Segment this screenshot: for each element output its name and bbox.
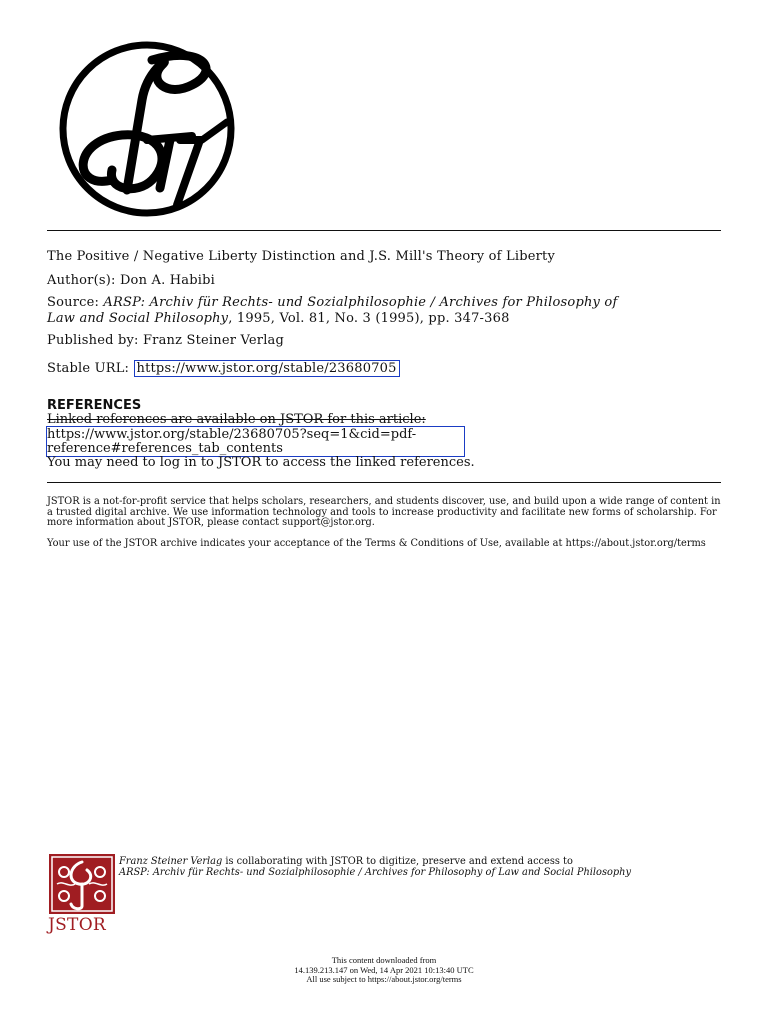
source-journal-line2: Law and Social Philosophy — [47, 311, 229, 326]
stable-url-link[interactable]: https://www.jstor.org/stable/23680705 — [134, 360, 400, 377]
author-name: Don A. Habibi — [119, 273, 215, 288]
author-line — [47, 273, 215, 288]
publisher-logo — [52, 40, 242, 218]
stable-url-line — [47, 361, 400, 376]
collab-publisher: Franz Steiner Verlag — [119, 856, 223, 867]
article-title: The Positive / Negative Liberty Distinction and J.S. Mill's Theory of Liberty — [47, 249, 556, 264]
source-label: Source: — [47, 295, 100, 310]
source-details: , 1995, Vol. 81, No. 3 (1995), pp. 347-368 — [228, 311, 510, 326]
terms-notice-paragraph: Your use of the JSTOR archive indicates your acceptance of the Terms & Conditions of Use, available at https://about.jstor.org/terms — [47, 538, 706, 549]
top-divider — [47, 230, 721, 231]
references-available-text: Linked references are available on JSTOR for this article: — [47, 412, 426, 427]
collab-journal: ARSP: Archiv für Rechts- und Sozialphilosophie / Archives for Philosophy of Law and Social Philosophy — [119, 867, 631, 878]
source-journal-line1: ARSP: Archiv für Rechts- und Sozialphilosophie / Archives for Philosophy of — [103, 295, 618, 310]
jstor-logo — [49, 854, 115, 914]
author-label: Author(s): — [47, 273, 116, 288]
footer-line-3: All use subject to https://about.jstor.org/terms — [306, 974, 462, 984]
footer-line-1: This content downloaded from — [331, 955, 437, 965]
download-footer — [0, 956, 768, 985]
references-heading: REFERENCES — [47, 398, 142, 413]
references-url-line2[interactable]: reference#references_tab_contents — [47, 441, 283, 456]
publisher-line — [47, 333, 284, 348]
collab-statement: is collaborating with JSTOR to digitize, preserve and extend access to — [222, 856, 573, 867]
source-line-1 — [47, 295, 617, 310]
jstor-wordmark: JSTOR — [48, 915, 107, 935]
collaboration-text — [119, 856, 719, 878]
publisher-name: Franz Steiner Verlag — [142, 333, 285, 348]
publisher-label: Published by: — [47, 333, 139, 348]
references-url-line1[interactable]: https://www.jstor.org/stable/23680705?seq=1&cid=pdf- — [47, 427, 417, 442]
notice-divider — [47, 482, 721, 483]
references-login-text: You may need to log in to JSTOR to access the linked references. — [47, 455, 475, 470]
footer-line-2: 14.139.213.147 on Wed, 14 Apr 2021 10:13:40 UTC — [294, 964, 474, 975]
jstor-emblem-icon — [49, 854, 115, 914]
source-line-2 — [47, 311, 510, 326]
stable-url-label: Stable URL: — [47, 361, 130, 376]
jstor-notice-paragraph: JSTOR is a not-for-profit service that helps scholars, researchers, and students discover, use, and build upon a wide range of content in a trusted digital archive. We use information technology and tools to increase productivity and facilitate new forms of scholarship. For more information about JSTOR, please contact support@jstor.org. — [47, 496, 721, 528]
